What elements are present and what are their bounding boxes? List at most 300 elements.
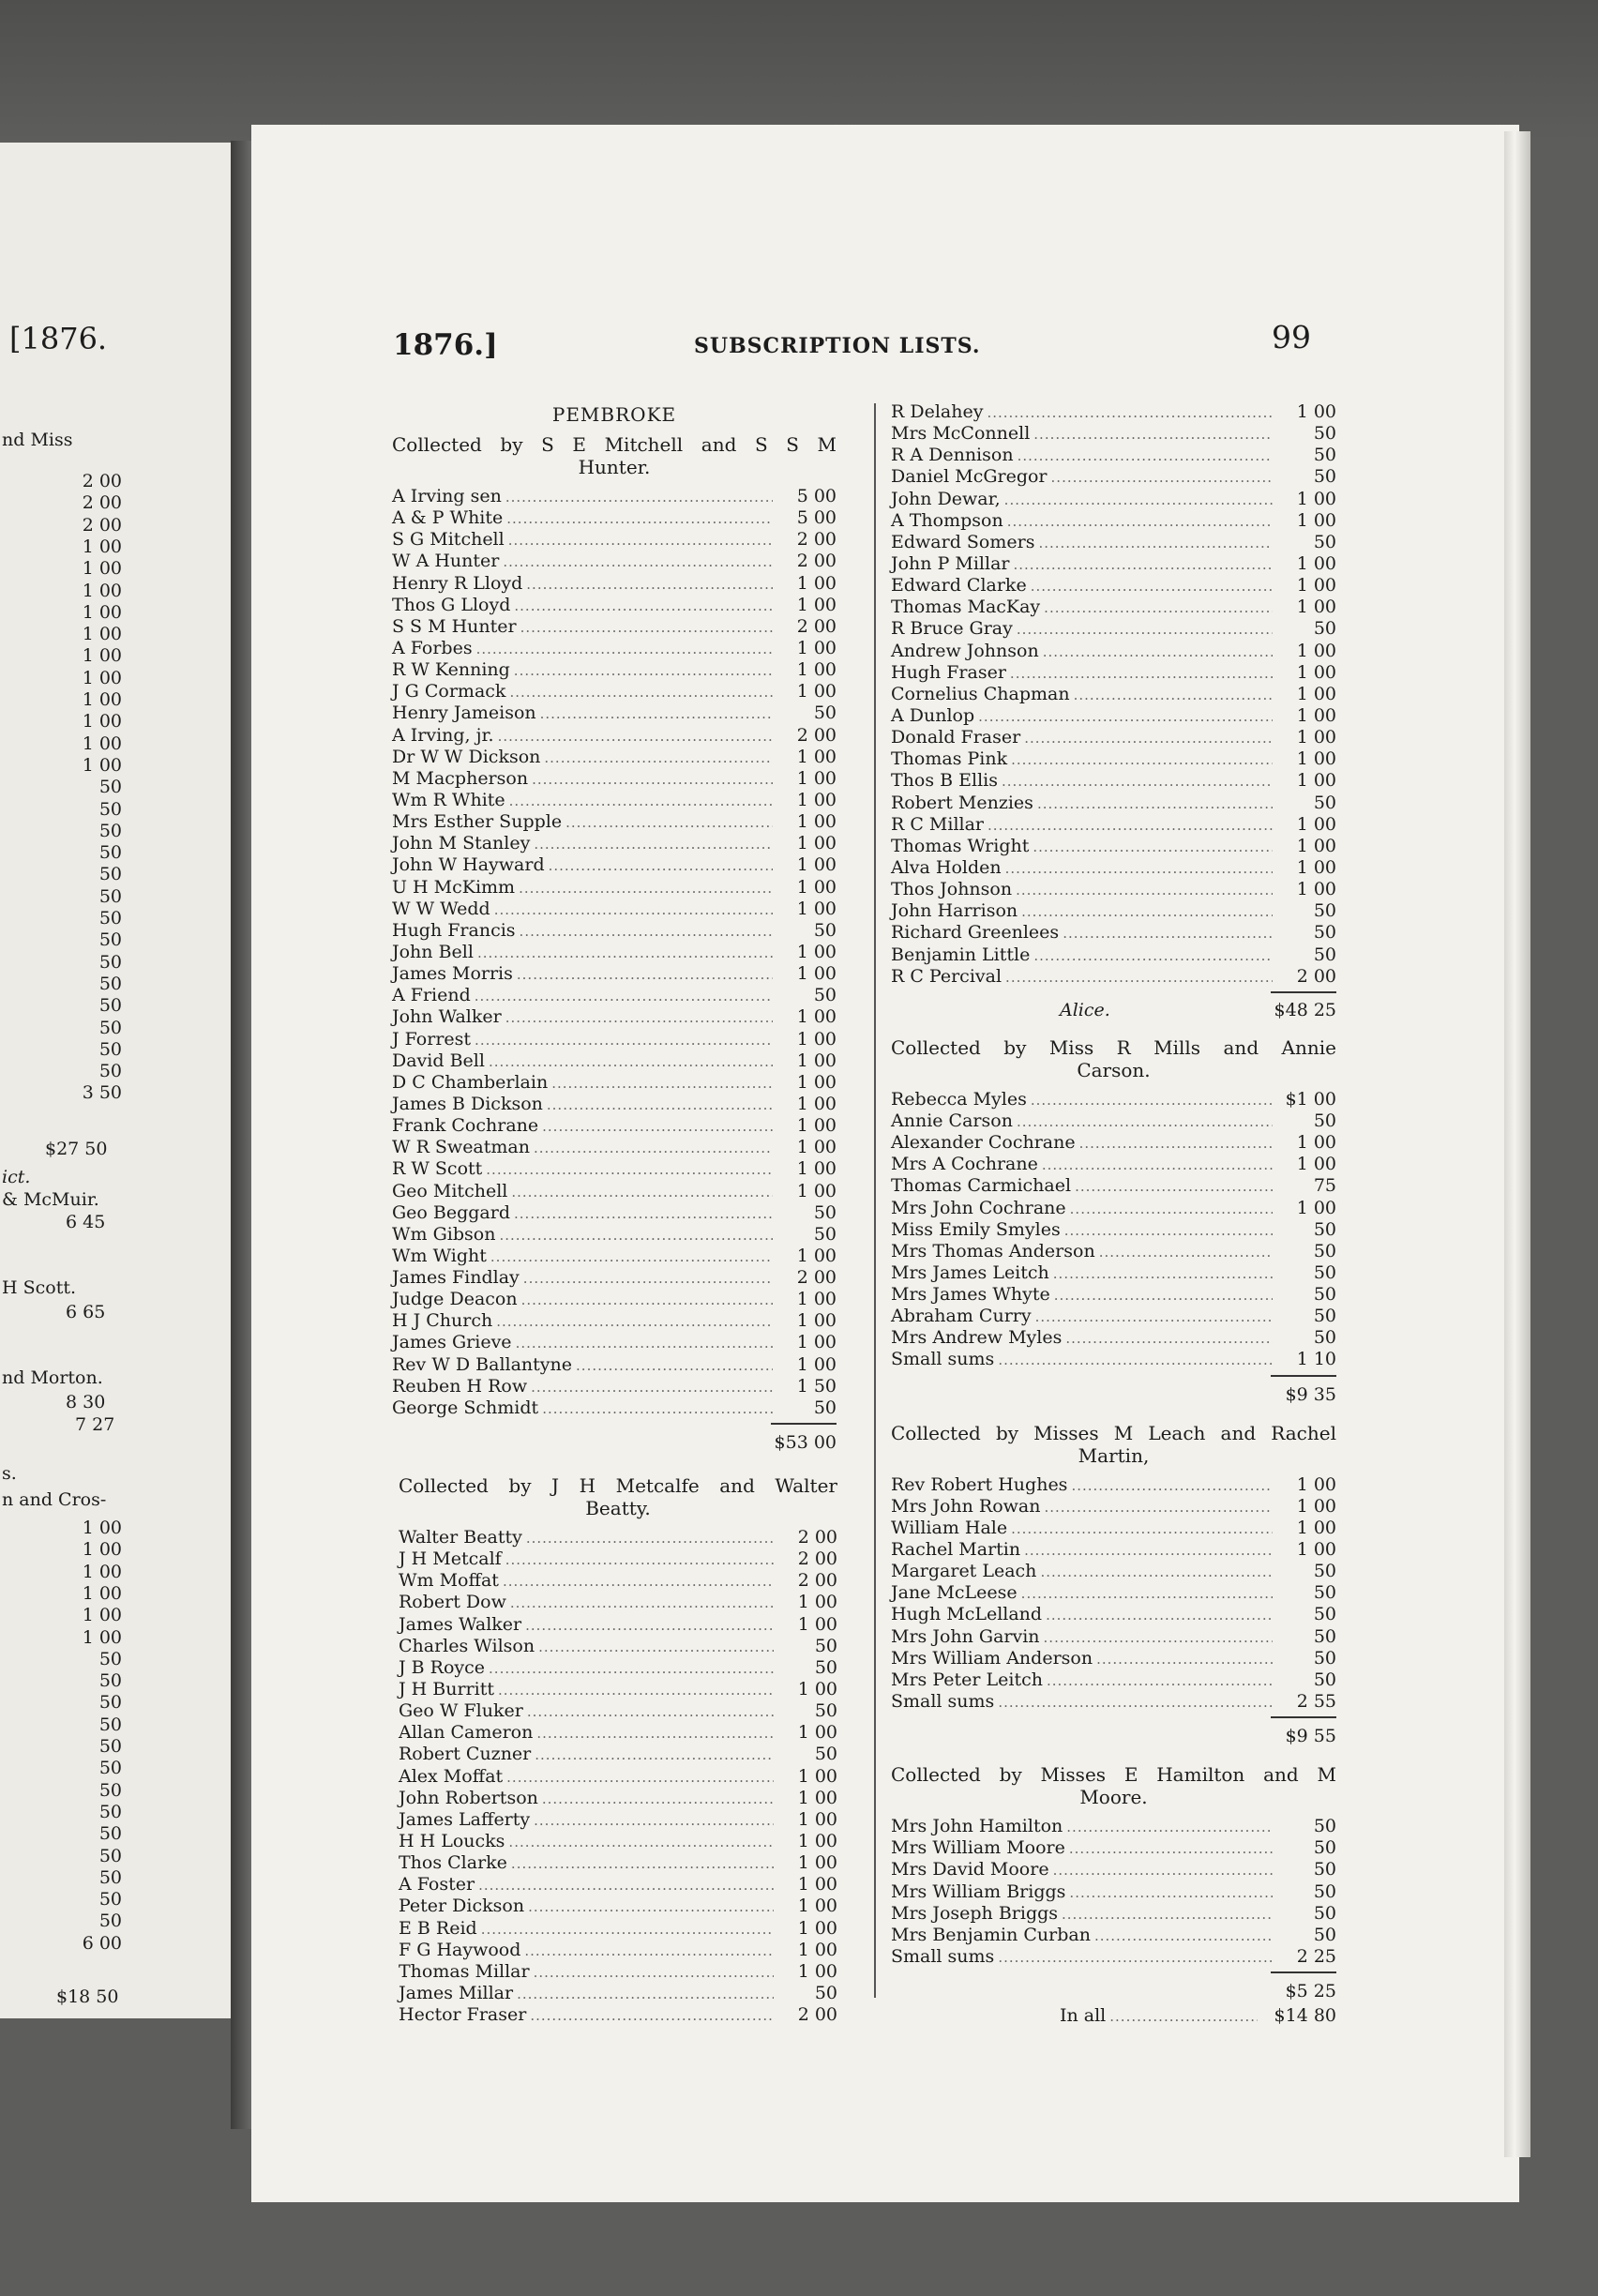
subscription-list [891,1089,1336,1371]
subscriber-name: H J Church [392,1310,493,1332]
subscription-amount: 1 00 [1296,748,1336,770]
list-entry [891,1132,1336,1154]
subscriber-name: Thomas MacKay [891,597,1041,618]
list-entry [891,1837,1336,1859]
subscription-amount: 1 00 [796,876,837,898]
list-entry [891,1110,1336,1132]
subscription-amount: 50 [1313,1240,1336,1261]
fragment-amount: 6 65 [66,1302,106,1322]
list-entry [891,1349,1336,1370]
subscriber-name: Mrs McConnell [891,423,1031,445]
list-entry [392,768,837,790]
subscriber-name: James Findlay [392,1267,520,1289]
subscription-amount: 1 00 [797,1678,837,1699]
subscriber-name: A Irving, jr. [392,724,494,746]
subscription-amount: 1 00 [797,1787,837,1808]
subscription-amount: 50 [1313,466,1336,488]
subscription-amount: 50 [813,985,837,1006]
subscription-list [891,1474,1336,1714]
list-entry [392,854,837,876]
list-entry [392,1397,837,1419]
subscriber-name: Miss Emily Smyles [891,1218,1061,1240]
list-total-value: $5 25 [1285,1981,1336,2002]
subscriber-name: Mrs Andrew Myles [891,1327,1063,1349]
page-edge [1504,131,1530,2157]
list-entry [891,1903,1336,1925]
subscription-list [392,486,837,1419]
list-entry [399,1918,837,1940]
collectors-line: Collected by Misses E Hamilton and M [891,1763,1336,1787]
subscription-amount: 1 00 [797,1960,837,1982]
list-entry [891,727,1336,748]
running-head-title: SUBSCRIPTION LISTS. [694,334,981,358]
fragment-amount: 50 [98,1648,122,1669]
subscriber-name: Annie Carson [891,1110,1013,1131]
list-entry [891,1241,1336,1262]
subscription-amount: 1 00 [1296,1197,1336,1218]
list-entry [891,489,1336,510]
subscriber-name: Robert Menzies [891,792,1033,813]
list-entry [891,401,1336,423]
list-entry [392,1376,837,1397]
background-shade [0,0,1598,141]
fragment-amount: 50 [98,1801,122,1822]
subscription-amount: 50 [1313,1924,1336,1945]
subscriber-name: Mrs Peter Leitch [891,1669,1043,1690]
list-entry [891,1089,1336,1110]
subscriber-name: Robert Cuzner [399,1744,532,1765]
list-entry [399,1570,837,1592]
subscriber-name: R Bruce Gray [891,618,1013,640]
subscriber-name: Mrs John Cochrane [891,1197,1066,1218]
list-entry [891,1154,1336,1175]
fragment-amount: 1 00 [82,711,122,733]
page-number: 99 [1272,319,1311,355]
list-entry [891,1198,1336,1219]
subscriber-name: R W Kenning [392,659,510,681]
subscriber-name: Margaret Leach [891,1561,1037,1582]
subscriber-name: W W Wedd [392,898,490,919]
fragment-amount: 50 [98,1736,122,1757]
subscription-amount: 1 00 [796,811,837,833]
subscriber-name: A Dunlop [891,704,975,726]
subscriber-name: James Millar [399,1982,514,2003]
subscription-amount: 50 [1313,1218,1336,1240]
fragment-amount: 50 [98,885,122,907]
subscriber-name: Mrs Thomas Anderson [891,1240,1095,1261]
subscriber-name: Mrs James Whyte [891,1284,1050,1306]
subscription-amount: 50 [1313,900,1336,922]
subscription-amount: 1 00 [796,1332,837,1353]
list-entry [399,1788,837,1809]
list-entry [891,445,1336,466]
subscription-amount: 1 00 [796,659,837,681]
subscription-amount: 1 00 [796,1050,837,1071]
list-entry [891,857,1336,879]
subscriber-name: Alva Holden [891,856,1002,878]
subscription-amount: 50 [1313,423,1336,445]
fragment-amount: 2 00 [82,492,122,514]
subscription-amount: 50 [1313,792,1336,813]
subscriber-name: Charles Wilson [399,1635,535,1656]
section-heading: PEMBROKE [551,403,677,426]
place-total: $48 25 [1274,999,1336,1020]
list-entry [891,793,1336,814]
subscription-amount: 1 00 [796,1137,837,1158]
list-entry [392,811,837,833]
list-total-value: $9 35 [1285,1383,1336,1405]
list-entry [399,1940,837,1961]
subscriber-name: Thos G Lloyd [392,594,511,615]
list-entry [891,510,1336,532]
subscriber-name: John Walker [392,1006,502,1028]
subscription-amount: 1 00 [796,1028,837,1050]
list-entry [891,1648,1336,1669]
subscriber-name: Reuben H Row [392,1375,528,1397]
subscription-amount: 50 [1313,1647,1336,1669]
list-entry [891,705,1336,727]
subscriber-name: D C Chamberlain [392,1071,549,1093]
list-entry [392,1006,837,1028]
previous-page-header: [1876. [9,321,108,356]
list-total [891,1977,1336,2005]
subscriber-name: Thos B Ellis [891,770,998,792]
subscription-amount: 50 [813,1201,837,1223]
subscriber-name: Allan Cameron [399,1722,534,1744]
column-right [891,401,1336,2027]
fragment-amount: 50 [98,908,122,929]
list-entry [392,616,837,638]
fragment-line: H Scott. [2,1277,77,1298]
list-entry [891,748,1336,770]
list-entry [392,507,837,529]
sum-rule [1271,1716,1336,1718]
fragment-amount: 1 00 [82,645,122,667]
fragment-amount: 1 00 [82,1561,122,1582]
subscriber-name: Mrs David Moore [891,1859,1049,1881]
subscription-amount: 1 00 [796,898,837,919]
subscriber-name: James Morris [392,963,513,985]
subscription-amount: 50 [814,1656,837,1678]
subscription-amount: 1 00 [796,1093,837,1114]
list-entry [891,1175,1336,1197]
fragment-amount: 6 45 [66,1212,106,1232]
subscriber-name: A & P White [392,507,504,529]
subscriber-name: Thomas Wright [891,835,1030,856]
list-entry [891,1946,1336,1968]
fragment-line: & McMuir. [2,1189,99,1210]
subscriber-name: John Robertson [399,1787,538,1808]
fragment-amount: 50 [98,951,122,973]
fragment-amount: 1 00 [82,536,122,557]
list-entry [891,879,1336,900]
subscriber-name: Small sums [891,1691,995,1713]
list-entry [399,1896,837,1917]
list-entry [399,1700,837,1722]
subscriber-name: R C Millar [891,813,985,835]
subscription-amount: 50 [1313,1261,1336,1283]
subscription-amount: 5 00 [796,507,837,529]
fragment-line: nd Morton. [2,1367,103,1388]
subscription-amount: 50 [1313,1669,1336,1690]
subscriber-name: Wm Wight [392,1245,487,1266]
subscription-amount: 1 00 [796,941,837,962]
list-entry [399,2004,837,2026]
collectors-line-2: Hunter. [578,456,651,478]
subscriber-name: Benjamin Little [891,944,1031,965]
subscription-amount: 1 00 [1296,1539,1336,1561]
subscriber-name: J H Burritt [399,1678,494,1699]
fragment-amount: 50 [98,777,122,798]
subscription-amount: 1 00 [1296,661,1336,683]
list-entry [891,1925,1336,1946]
list-total [392,1428,837,1457]
subscriber-name: Geo Mitchell [392,1180,508,1201]
fragment-amount: 50 [98,1845,122,1866]
subscriber-name: Hugh Fraser [891,661,1006,683]
list-entry [891,900,1336,922]
subscription-amount: 2 00 [797,1570,837,1592]
subscription-amount: 1 00 [796,1353,837,1375]
fragment-amount: 1 00 [82,754,122,776]
subscription-amount: 50 [1313,445,1336,466]
subscription-amount: 50 [813,1223,837,1245]
subscription-amount: 1 00 [797,1917,837,1939]
list-entry [891,1306,1336,1327]
subscription-amount: 50 [1313,1110,1336,1131]
subscriber-name: Mrs Esther Supple [392,811,563,833]
list-entry [392,1267,837,1289]
subscriber-name: R W Scott [392,1158,483,1180]
subscriber-name: J Forrest [392,1028,472,1050]
list-entry [891,1518,1336,1539]
subscription-amount: 1 50 [796,1375,837,1397]
subscriber-name: Hector Fraser [399,2004,527,2026]
subscription-amount: 2 00 [797,1527,837,1548]
list-entry [891,532,1336,553]
list-entry [891,597,1336,618]
subscriber-name: Donald Fraser [891,727,1021,748]
list-entry [392,1354,837,1376]
subscription-amount: 1 00 [796,1158,837,1180]
list-entry [891,922,1336,944]
subscription-amount: 50 [814,1700,837,1722]
list-entry [392,595,837,616]
subscriber-name: R C Percival [891,965,1003,987]
subscription-amount: 50 [1313,1327,1336,1349]
fragment-amount: 50 [98,798,122,820]
subscriber-name: Hugh McLelland [891,1604,1043,1625]
list-entry [392,963,837,985]
list-total [891,1722,1336,1750]
fragment-amount: 2 00 [82,514,122,536]
grand-total-row [891,2005,1336,2027]
subscription-amount: 1 00 [1296,856,1336,878]
subscription-amount: 1 00 [1296,770,1336,792]
subscriber-name: Andrew Johnson [891,640,1039,661]
fragment-amount: 6 00 [82,1932,122,1954]
list-entry [399,1592,837,1613]
subscription-amount: 1 00 [796,572,837,594]
subscriber-name: Richard Greenlees [891,922,1060,944]
list-entry [891,1327,1336,1349]
subscriber-name: W A Hunter [392,551,500,572]
subscription-list [891,1816,1336,1968]
subscriber-name: Mrs A Cochrane [891,1154,1038,1175]
list-entry [399,1548,837,1570]
subscription-amount: 75 [1313,1175,1336,1197]
list-entry [392,1137,837,1158]
subscription-amount: 1 00 [796,1006,837,1028]
list-entry [891,662,1336,684]
subscriber-name: Thos Clarke [399,1852,507,1874]
list-entry [392,899,837,920]
grand-total-label: In all [1060,2005,1107,2027]
subscription-amount: 50 [1313,1902,1336,1924]
list-entry [392,1072,837,1094]
list-entry [891,1691,1336,1713]
list-entry [392,1289,837,1310]
subscription-amount: 1 00 [797,1830,837,1851]
subscription-amount: 50 [1313,944,1336,965]
list-entry [891,966,1336,988]
fragment-amount: 1 00 [82,1518,122,1538]
subscription-amount: 1 00 [1296,1495,1336,1517]
fragment-amount: 3 50 [82,1082,122,1104]
grand-total-value: $14 80 [1274,2005,1336,2027]
subscriber-name: Rachel Martin [891,1539,1021,1561]
subscription-amount: 50 [1313,531,1336,552]
list-entry [392,920,837,942]
subscription-amount: 1 00 [1296,640,1336,661]
subscriber-name: Alexander Cochrane [891,1132,1076,1154]
subscription-amount: 1 00 [797,1765,837,1787]
subscription-amount: 2 55 [1296,1691,1336,1713]
subscriber-name: M Macpherson [392,767,529,789]
list-total-value: $9 55 [1285,1726,1336,1747]
fragment-amount: 1 00 [82,1626,122,1648]
fragment-amount: 50 [98,1017,122,1038]
fragment-amount: 50 [98,820,122,841]
subscription-amount: 1 00 [1296,575,1336,597]
list-entry [891,1816,1336,1837]
subscriber-name: John W Hayward [392,854,545,876]
list-entry [392,1332,837,1353]
fragment-amount: 50 [98,1866,122,1888]
list-entry [392,659,837,681]
previous-page-fragment [0,143,232,2018]
subscription-amount: 50 [1313,1816,1336,1837]
list-entry [392,486,837,507]
list-entry [399,1636,837,1657]
subscriber-name: A Foster [399,1874,475,1896]
list-entry [392,985,837,1006]
subscriber-name: Mrs Joseph Briggs [891,1902,1059,1924]
subscriber-name: S S M Hunter [392,615,517,637]
subscriber-name: Thomas Pink [891,748,1008,770]
list-entry [392,529,837,551]
subscription-amount: 50 [813,919,837,941]
list-entry [392,638,837,659]
list-entry [891,1474,1336,1496]
subscriber-name: H H Loucks [399,1830,505,1851]
fragment-amount: 50 [98,1714,122,1735]
subscription-amount: 50 [1313,1582,1336,1604]
list-entry [392,1115,837,1137]
fragment-amount: 7 27 [75,1414,115,1435]
list-entry [891,1604,1336,1625]
fragment-amount: 1 00 [82,601,122,623]
list-entry [891,814,1336,836]
subscription-amount: 2 00 [796,615,837,637]
subscriber-name: James Walker [399,1613,522,1635]
list-entry [392,747,837,768]
subscription-amount: 1 00 [796,1071,837,1093]
subscriber-name: Mrs James Leitch [891,1261,1049,1283]
list-entry [891,1539,1336,1561]
list-entry [392,573,837,595]
list-entry [399,1657,837,1679]
collectors-line-2: Carson. [1077,1058,1151,1081]
fragment-amount: 1 00 [82,558,122,580]
subscriber-name: Cornelius Chapman [891,683,1070,704]
subscription-amount: 1 00 [797,1613,837,1635]
subscription-amount: 2 00 [796,551,837,572]
column-rule [874,403,876,1998]
sum-rule [771,1423,837,1425]
fragment-line: n and Cros- [2,1489,107,1510]
subscription-list [891,401,1336,988]
subscription-amount: 50 [1313,1837,1336,1859]
subscription-amount: 50 [1313,1881,1336,1902]
fragment-amount: 1 00 [82,1539,122,1561]
subscriber-name: W R Sweatman [392,1137,530,1158]
fragment-amount: 50 [98,973,122,994]
list-entry [392,1246,837,1267]
subscriber-name: Henry Jameison [392,702,536,724]
subscriber-name: John Dewar, [891,488,1001,509]
subscriber-name: Abraham Curry [891,1306,1032,1327]
collectors-line: Collected by J H Metcalfe and Walter [399,1474,837,1497]
subscription-amount: 1 00 [1296,835,1336,856]
subscriber-name: Edward Clarke [891,575,1027,597]
list-entry [891,423,1336,445]
list-entry [891,618,1336,640]
fragment-amount: 1 00 [82,1605,122,1626]
subscription-amount: 1 00 [796,963,837,985]
subscription-amount: 1 00 [1296,401,1336,422]
collectors-line-2: Beatty. [585,1497,651,1519]
subscriber-name: Walter Beatty [399,1527,522,1548]
subscription-amount: 50 [1313,1306,1336,1327]
subscriber-name: A Friend [392,985,471,1006]
subscription-amount: 50 [1313,922,1336,944]
list-entry [399,1961,837,1983]
subscriber-name: Mrs John Rowan [891,1495,1041,1517]
list-entry [392,790,837,811]
subscriber-name: S G Mitchell [392,529,505,551]
subscription-amount: 1 00 [796,1180,837,1201]
list-entry [392,1094,837,1115]
subscription-amount: 1 00 [796,789,837,810]
subscriber-name: John Harrison [891,900,1018,922]
fragment-total-a: $27 50 [45,1139,108,1159]
subscriber-name: R A Dennison [891,445,1014,466]
subscriber-name: Peter Dickson [399,1896,525,1917]
subscription-amount: 1 00 [1296,813,1336,835]
subscription-amount: 1 00 [1296,552,1336,574]
list-entry [399,1983,837,2004]
